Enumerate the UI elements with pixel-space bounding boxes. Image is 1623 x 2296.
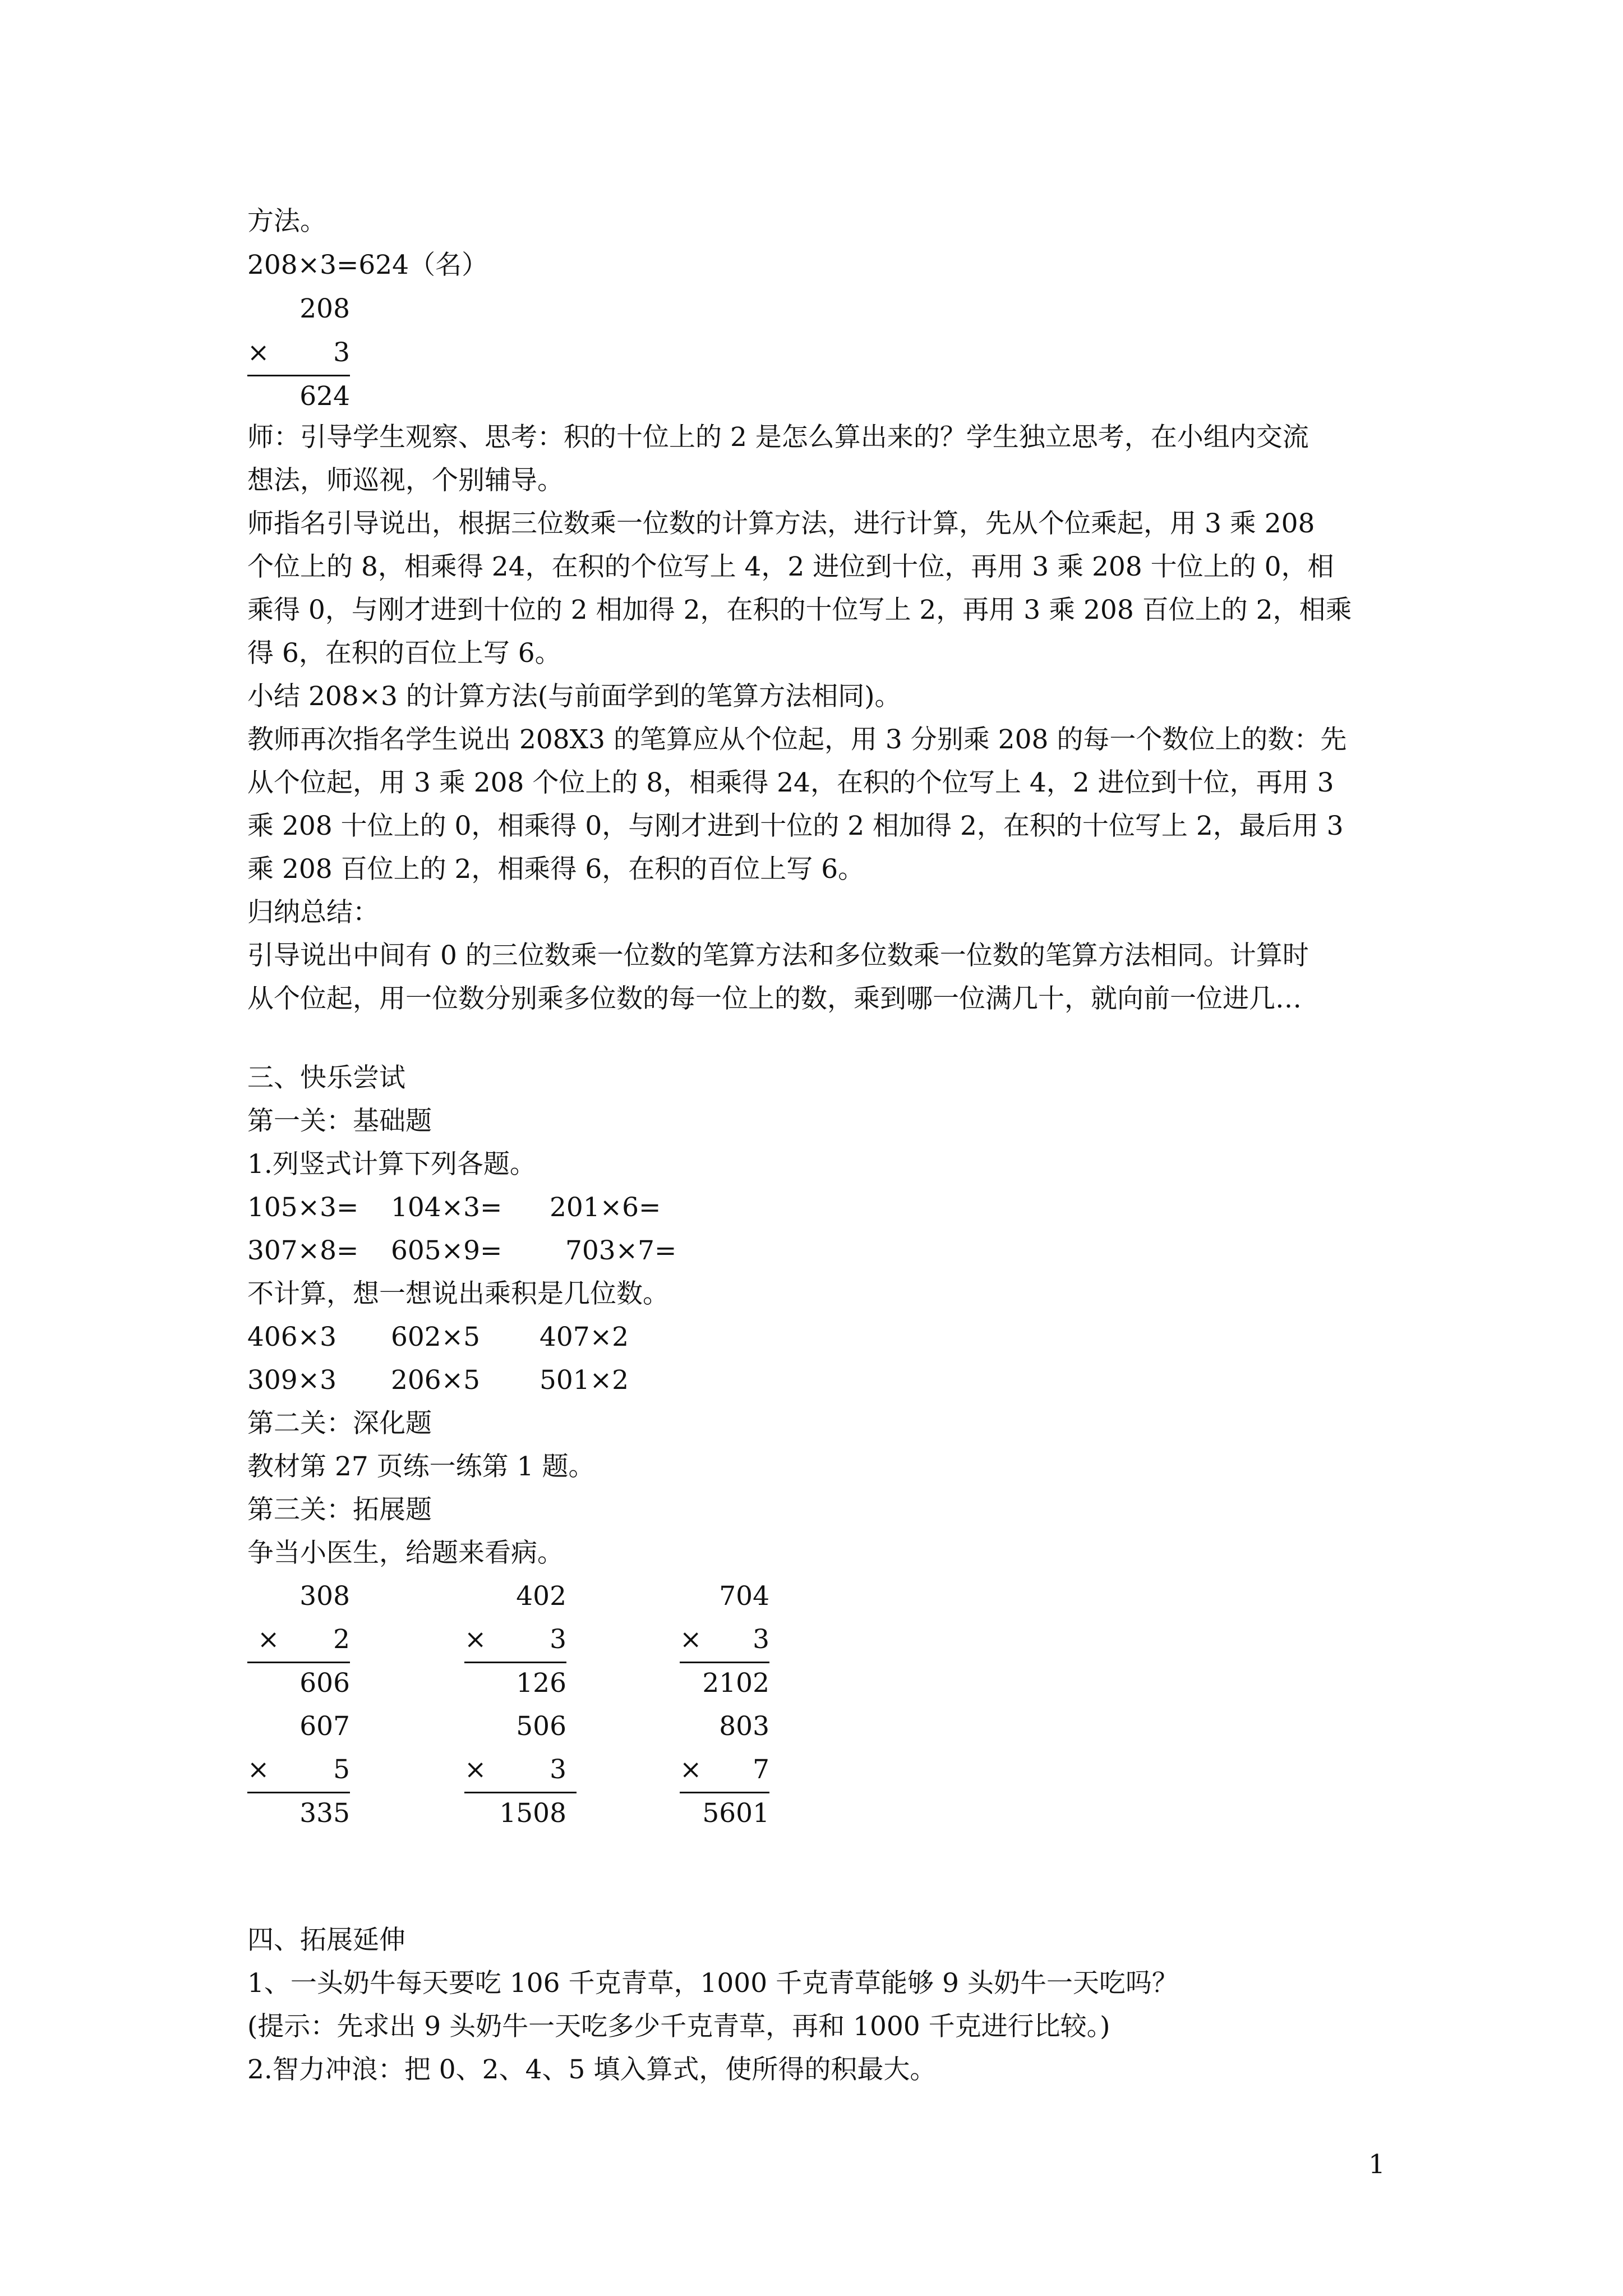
paragraph-line: 乘得 0，与刚才进到十位的 2 相加得 2，在积的十位写上 2，再用 3 乘 208 百位上的 2，相乘 <box>247 595 1352 625</box>
problem-top: 607 <box>299 1711 350 1742</box>
question: 不计算，想一想说出乘积是几位数。 <box>247 1278 669 1309</box>
times-sign: × <box>680 1624 702 1655</box>
exercise-item: 605×9= <box>391 1235 502 1266</box>
problem-digit: 3 <box>753 1624 769 1655</box>
problem-multiplier-row <box>247 1618 350 1663</box>
level-heading: 第三关：拓展题 <box>247 1494 432 1525</box>
exercise-item: 602×5 <box>391 1322 480 1352</box>
intro-equation: 208×3=624（名） <box>247 250 488 280</box>
section-title: 三、快乐尝试 <box>247 1062 405 1093</box>
problem-result: 2102 <box>702 1668 769 1699</box>
exercise-item: 501×2 <box>540 1365 629 1396</box>
paragraph-line: 从个位起，用一位数分别乘多位数的每一位上的数，乘到哪一位满几十，就向前一位进几… <box>247 983 1302 1014</box>
multiplier-digit: 3 <box>333 337 350 368</box>
times-sign: × <box>680 1754 702 1785</box>
paragraph-line: 得 6，在积的百位上写 6。 <box>247 638 561 669</box>
paragraph-line: 引导说出中间有 0 的三位数乘一位数的笔算方法和多位数乘一位数的笔算方法相同。计算时 <box>247 940 1309 971</box>
exercise-item: 105×3= <box>247 1192 359 1223</box>
exercise-item: 309×3 <box>247 1365 336 1396</box>
times-sign: × <box>247 1754 270 1785</box>
exercise-item: 104×3= <box>391 1192 502 1223</box>
exercise-item: 407×2 <box>540 1322 629 1352</box>
question: 2.智力冲浪：把 0、2、4、5 填入算式，使所得的积最大。 <box>247 2054 937 2085</box>
paragraph-line: 从个位起，用 3 乘 208 个位上的 8，相乘得 24，在积的个位写上 4，2 进位到十位，再用 3 <box>247 767 1334 798</box>
problem-result: 606 <box>299 1668 350 1699</box>
problem-result: 335 <box>299 1798 350 1829</box>
question: 1、一头奶牛每天要吃 106 千克青草，1000 千克青草能够 9 头奶牛一天吃吗？ <box>247 1968 1178 1999</box>
paragraph-line: 个位上的 8，相乘得 24，在积的个位写上 4，2 进位到十位，再用 3 乘 208 十位上的 0，相 <box>247 551 1334 582</box>
level-heading: 第一关：基础题 <box>247 1106 432 1137</box>
problem-multiplier-row <box>247 1748 350 1793</box>
problem-multiplier-row <box>464 1748 577 1793</box>
problem-digit: 7 <box>753 1754 769 1785</box>
page-number: 1 <box>1368 2149 1385 2180</box>
paragraph-line: 想法，师巡视，个别辅导。 <box>247 465 564 496</box>
level-heading: 第二关：深化题 <box>247 1408 432 1439</box>
times-sign: × <box>464 1754 487 1785</box>
exercise-item: 703×7= <box>565 1235 677 1266</box>
level-text: 教材第 27 页练一练第 1 题。 <box>247 1451 595 1482</box>
paragraph-line: 教师再次指名学生说出 208X3 的笔算应从个位起，用 3 分别乘 208 的每一个数位上的数：先 <box>247 724 1347 755</box>
section-title: 四、拓展延伸 <box>247 1925 405 1955</box>
problem-top: 704 <box>719 1581 769 1612</box>
problem-digit: 3 <box>550 1624 566 1655</box>
problem-digit: 5 <box>333 1754 350 1785</box>
paragraph-line: 师：引导学生观察、思考：积的十位上的 2 是怎么算出来的？学生独立思考，在小组内交流 <box>247 422 1309 453</box>
problem-top: 506 <box>516 1711 566 1742</box>
problem-digit: 2 <box>333 1624 350 1655</box>
problem-result: 5601 <box>702 1798 769 1829</box>
exercise-item: 201×6= <box>550 1192 661 1223</box>
problem-top: 402 <box>516 1581 566 1612</box>
conclusion-heading: 归纳总结： <box>247 897 379 928</box>
problem-multiplier-row <box>680 1748 769 1793</box>
intro-line-method: 方法。 <box>247 206 326 237</box>
question: 1.列竖式计算下列各题。 <box>247 1149 536 1180</box>
hint: (提示：先求出 9 头奶牛一天吃多少千克青草，再和 1000 千克进行比较。) <box>247 2011 1110 2042</box>
summary-line: 小结 208×3 的计算方法(与前面学到的笔算方法相同)。 <box>247 681 901 712</box>
exercise-item: 307×8= <box>247 1235 359 1266</box>
problem-top: 308 <box>299 1581 350 1612</box>
problem-digit: 3 <box>550 1754 566 1785</box>
level-text: 争当小医生，给题来看病。 <box>247 1538 564 1568</box>
problem-multiplier-row <box>680 1618 769 1663</box>
multiplicand: 208 <box>299 293 350 324</box>
problem-top: 803 <box>719 1711 769 1742</box>
times-sign: × <box>464 1624 487 1655</box>
exercise-item: 206×5 <box>391 1365 480 1396</box>
paragraph-line: 乘 208 百位上的 2，相乘得 6，在积的百位上写 6。 <box>247 854 865 885</box>
times-sign: × <box>247 337 270 368</box>
times-sign: × <box>257 1624 280 1655</box>
exercise-item: 406×3 <box>247 1322 336 1352</box>
problem-result: 126 <box>516 1668 566 1699</box>
problem-result: 1508 <box>499 1798 566 1829</box>
problem-multiplier-row <box>464 1618 566 1663</box>
product: 624 <box>299 381 350 412</box>
paragraph-line: 师指名引导说出，根据三位数乘一位数的计算方法，进行计算，先从个位乘起，用 3 乘 208 <box>247 508 1315 539</box>
multiplier-row <box>247 331 350 376</box>
paragraph-line: 乘 208 十位上的 0，相乘得 0，与刚才进到十位的 2 相加得 2，在积的十位写上 2，最后用 3 <box>247 811 1344 841</box>
